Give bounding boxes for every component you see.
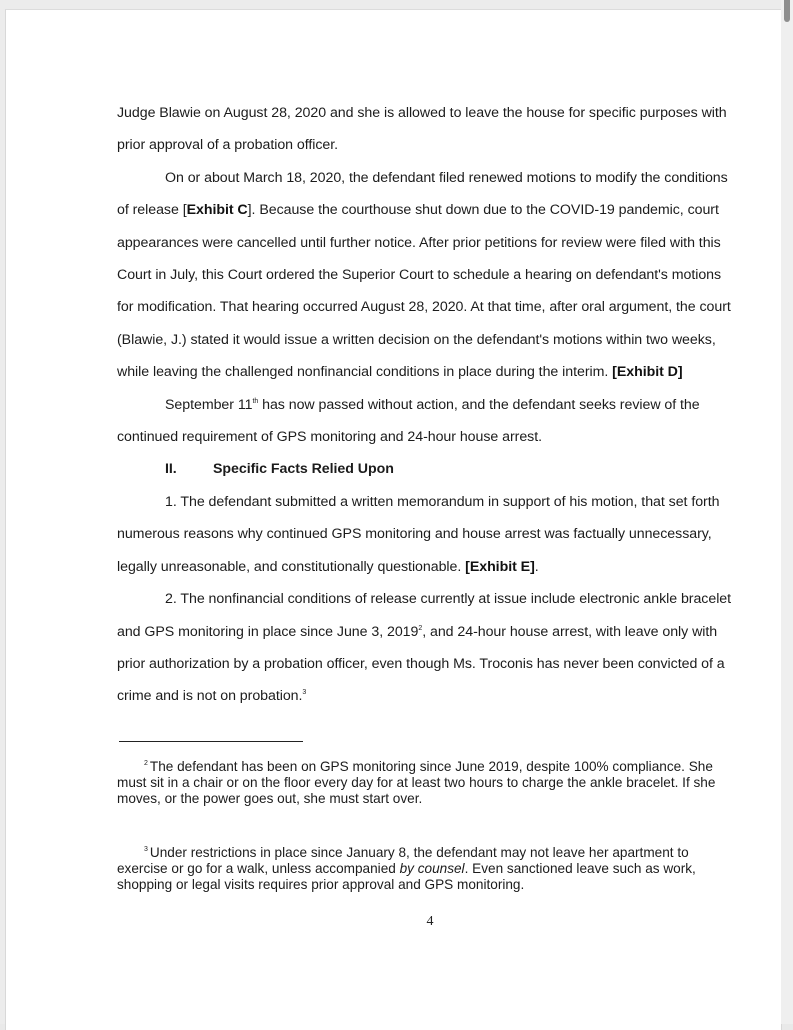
paragraph-fact-1 (117, 486, 737, 583)
footnote-emphasis: by counsel (399, 861, 465, 877)
footnote-ref-3[interactable]: 3 (302, 689, 307, 697)
footnote-mark: 2 (144, 760, 148, 767)
paragraph-september (117, 389, 737, 454)
paragraph-text: Judge Blawie on August 28, 2020 and she is allowed to leave the house for specific purposes with prior approval of a probation officer. (117, 105, 727, 154)
footnote-2 (117, 759, 727, 808)
footnote-separator (119, 741, 303, 742)
exhibit-c-reference: Exhibit C (186, 202, 248, 219)
vertical-scrollbar[interactable] (781, 0, 793, 1024)
footnote-mark: 3 (144, 846, 148, 853)
paragraph-text: 2. The nonfinancial conditions of release currently at issue include electronic ankle bracelet and GPS monitoring in place since June 3, 2019 (117, 591, 732, 640)
section-number: II. (165, 461, 177, 478)
paragraph-text: , and 24-hour house arrest, with leave only with prior authorization by a probation officer, even though Ms. Troconis has never been convicted of a crime and is not on probation. (117, 623, 725, 705)
paragraph-text: has now passed without action, and the defendant seeks review of the continued requirement of GPS monitoring and 24-hour house arrest. (117, 396, 700, 446)
footnote-ref-2[interactable]: 2 (418, 624, 423, 632)
footnote-3 (117, 845, 727, 894)
paragraph-text: ]. Because the courthouse shut down due to the COVID-19 pandemic, court appearances were cancelled until further notice. After prior petitions for review were filed with this Court in July, this Court ordered the Superior Court to schedule a hearing on defendant's motions for modification. That hearing occurred August 28, 2020. At that time, after oral argument, the court (Blawie, J.) stated it would issue a written decision on the defendant's motions within two weeks, while leaving the challenged nonfinancial conditions in place during the interim. (117, 202, 731, 381)
paragraph-text: . (534, 558, 539, 575)
page-number: 4 (426, 914, 434, 929)
footnote-text: . Even sanctioned leave such as work, shopping or legal visits requires prior approval and GPS monitoring. (117, 861, 696, 893)
footnote-text: The defendant has been on GPS monitoring since June 2019, despite 100% compliance. She must sit in a chair or on the floor every day for at least two hours to charge the ankle bracelet. If she moves, or the power goes out, she must start over. (117, 759, 716, 807)
footnote-text: Under restrictions in place since January 8, the defendant may not leave her apartment to exercise or go for a walk, unless accompanied (117, 845, 689, 877)
paragraph-text: On or about March 18, 2020, the defendant filed renewed motions to modify the conditions of release [ (117, 169, 728, 219)
scrollbar-thumb[interactable] (784, 0, 790, 22)
section-heading (117, 453, 737, 485)
document-body (117, 97, 737, 713)
ordinal-superscript: th (252, 397, 259, 405)
paragraph-continuation (117, 97, 737, 162)
exhibit-e-reference: [Exhibit E] (465, 558, 535, 575)
exhibit-d-reference: [Exhibit D] (612, 364, 683, 381)
section-title: Specific Facts Relied Upon (213, 461, 394, 478)
paragraph-text: 1. The defendant submitted a written memorandum in support of his motion, that set forth numerous reasons why continued GPS monitoring and house arrest was factually unnecessary, legally unreasonable, and constitutionally questionable. (117, 493, 720, 575)
paragraph-text: September 11 (165, 396, 253, 413)
paragraph-procedural-history (117, 162, 737, 389)
paragraph-fact-2 (117, 583, 737, 713)
